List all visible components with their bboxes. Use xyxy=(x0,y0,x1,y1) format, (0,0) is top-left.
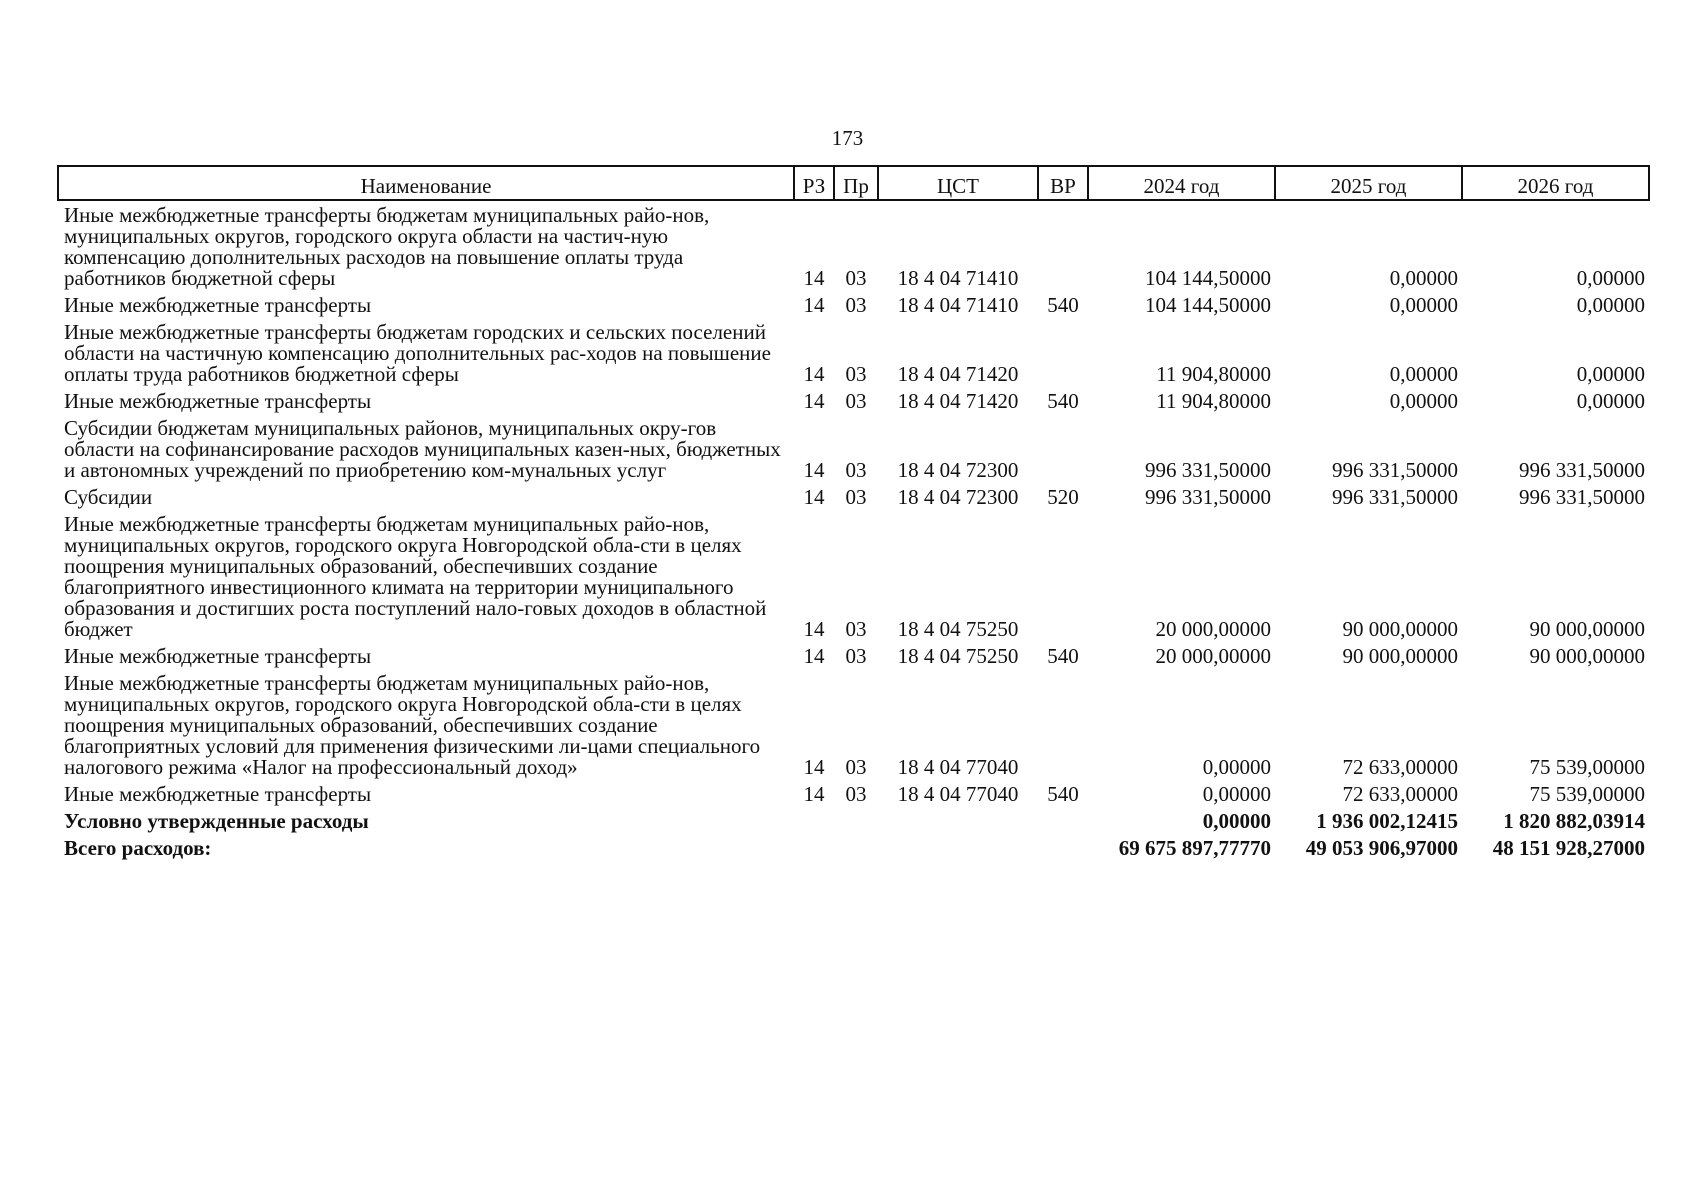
row-name: Иные межбюджетные трансферты xyxy=(64,782,372,806)
total-all-2024: 69 675 897,77770 xyxy=(1118,836,1271,860)
row-pr: 03 xyxy=(845,485,867,509)
table-row xyxy=(58,780,1649,807)
row-2024: 20 000,00000 xyxy=(1155,644,1271,668)
total-all-2026: 48 151 928,27000 xyxy=(1492,836,1645,860)
row-2024: 20 000,00000 xyxy=(1155,617,1271,641)
row-2024: 11 904,80000 xyxy=(1156,389,1271,413)
row-2026: 996 331,50000 xyxy=(1519,485,1645,509)
table-body xyxy=(58,200,1649,861)
row-pr: 03 xyxy=(845,362,867,386)
row-name: Иные межбюджетные трансферты бюджетам муниципальных райо-нов, муниципальных округов, городского округа области на частич-ную компенсацию дополнительных расходов на повышение оплаты труда работников бюджетной сферы xyxy=(64,203,710,290)
table-row xyxy=(58,669,1649,780)
row-2024: 11 904,80000 xyxy=(1156,362,1271,386)
row-cst: 18 4 04 77040 xyxy=(897,755,1019,779)
row-2025: 90 000,00000 xyxy=(1342,644,1458,668)
row-rz: 14 xyxy=(803,644,825,668)
row-vr xyxy=(1038,200,1088,291)
row-rz: 14 xyxy=(803,782,825,806)
row-name: Иные межбюджетные трансферты xyxy=(64,644,372,668)
row-cst: 18 4 04 71420 xyxy=(897,362,1019,386)
row-2025: 72 633,00000 xyxy=(1342,755,1458,779)
row-2026: 75 539,00000 xyxy=(1529,782,1645,806)
row-vr: 540 xyxy=(1047,293,1079,317)
row-name: Субсидии бюджетам муниципальных районов, муниципальных окру-гов области на софинансирование расходов муниципальных казен-ных, бюджетных и автономных учреждений по приобретению ком-мунальных услуг xyxy=(64,416,781,482)
row-2025: 0,00000 xyxy=(1389,293,1458,317)
table-row xyxy=(58,483,1649,510)
row-pr: 03 xyxy=(845,617,867,641)
budget-table xyxy=(57,165,1650,861)
row-2025: 0,00000 xyxy=(1389,389,1458,413)
row-rz: 14 xyxy=(803,266,825,290)
page-number: 173 xyxy=(831,126,864,150)
row-vr xyxy=(1038,318,1088,387)
total-conditional-name: Условно утвержденные расходы xyxy=(64,809,369,833)
row-cst: 18 4 04 72300 xyxy=(897,485,1019,509)
total-row-all xyxy=(58,834,1649,861)
table-row xyxy=(58,642,1649,669)
row-cst: 18 4 04 75250 xyxy=(897,617,1019,641)
header-name: Наименование xyxy=(58,166,794,200)
row-cst: 18 4 04 72300 xyxy=(897,458,1019,482)
table-row xyxy=(58,510,1649,642)
row-2026: 75 539,00000 xyxy=(1529,755,1645,779)
row-2024: 0,00000 xyxy=(1202,755,1271,779)
row-2024: 104 144,50000 xyxy=(1145,266,1271,290)
row-2024: 996 331,50000 xyxy=(1145,458,1271,482)
row-2026: 996 331,50000 xyxy=(1519,458,1645,482)
row-rz: 14 xyxy=(803,617,825,641)
total-conditional-2026: 1 820 882,03914 xyxy=(1503,809,1645,833)
row-2025: 996 331,50000 xyxy=(1332,458,1458,482)
row-2025: 90 000,00000 xyxy=(1342,617,1458,641)
row-name: Иные межбюджетные трансферты бюджетам муниципальных райо-нов, муниципальных округов, городского округа Новгородской обла-сти в целях поощрения муниципальных образований, обеспечивших создание благоприятных условий для применения физическими ли-цами специального налогового режима «Налог на профессиональный доход» xyxy=(64,671,761,779)
row-2024: 0,00000 xyxy=(1202,782,1271,806)
row-name: Субсидии xyxy=(64,485,153,509)
table-row xyxy=(58,291,1649,318)
row-cst: 18 4 04 71410 xyxy=(897,266,1019,290)
row-cst: 18 4 04 75250 xyxy=(897,644,1019,668)
header-2024: 2024 год xyxy=(1088,166,1275,200)
row-pr: 03 xyxy=(845,755,867,779)
header-2026: 2026 год xyxy=(1462,166,1649,200)
table-row xyxy=(58,318,1649,387)
header-vr: ВР xyxy=(1038,166,1088,200)
header-rz: РЗ xyxy=(794,166,834,200)
row-2026: 0,00000 xyxy=(1576,362,1645,386)
row-cst: 18 4 04 71410 xyxy=(897,293,1019,317)
row-rz: 14 xyxy=(803,293,825,317)
table-header xyxy=(58,166,1649,200)
header-2025: 2025 год xyxy=(1275,166,1462,200)
row-2026: 0,00000 xyxy=(1576,266,1645,290)
row-pr: 03 xyxy=(845,644,867,668)
total-conditional-2025: 1 936 002,12415 xyxy=(1316,809,1458,833)
row-cst: 18 4 04 77040 xyxy=(897,782,1019,806)
total-all-2025: 49 053 906,97000 xyxy=(1305,836,1458,860)
row-pr: 03 xyxy=(845,389,867,413)
row-pr: 03 xyxy=(845,458,867,482)
row-2025: 0,00000 xyxy=(1389,362,1458,386)
row-name: Иные межбюджетные трансферты xyxy=(64,389,372,413)
row-2024: 996 331,50000 xyxy=(1145,485,1271,509)
row-2025: 0,00000 xyxy=(1389,266,1458,290)
header-cst: ЦСТ xyxy=(878,166,1038,200)
row-vr: 520 xyxy=(1047,485,1079,509)
row-rz: 14 xyxy=(803,362,825,386)
row-pr: 03 xyxy=(845,782,867,806)
row-2025: 996 331,50000 xyxy=(1332,485,1458,509)
row-rz: 14 xyxy=(803,389,825,413)
row-vr xyxy=(1038,414,1088,483)
header-pr: Пр xyxy=(834,166,878,200)
row-rz: 14 xyxy=(803,755,825,779)
row-pr: 03 xyxy=(845,266,867,290)
row-vr: 540 xyxy=(1047,782,1079,806)
row-2024: 104 144,50000 xyxy=(1145,293,1271,317)
row-rz: 14 xyxy=(803,458,825,482)
row-name: Иные межбюджетные трансферты бюджетам муниципальных райо-нов, муниципальных округов, городского округа Новгородской обла-сти в целях поощрения муниципальных образований, обеспечивших создание благоприятного инвестиционного климата на территории муниципального образования и достигших роста поступлений нало-говых доходов в областной бюджет xyxy=(64,512,767,641)
table-row xyxy=(58,200,1649,291)
row-2026: 0,00000 xyxy=(1576,293,1645,317)
row-vr xyxy=(1038,510,1088,642)
row-2025: 72 633,00000 xyxy=(1342,782,1458,806)
row-rz: 14 xyxy=(803,485,825,509)
row-vr xyxy=(1038,669,1088,780)
total-row-conditional xyxy=(58,807,1649,834)
total-conditional-2024: 0,00000 xyxy=(1202,809,1271,833)
row-vr: 540 xyxy=(1047,644,1079,668)
row-2026: 90 000,00000 xyxy=(1529,617,1645,641)
row-vr: 540 xyxy=(1047,389,1079,413)
row-cst: 18 4 04 71420 xyxy=(897,389,1019,413)
row-name: Иные межбюджетные трансферты xyxy=(64,293,372,317)
total-all-name: Всего расходов: xyxy=(64,836,212,860)
row-2026: 0,00000 xyxy=(1576,389,1645,413)
row-name: Иные межбюджетные трансферты бюджетам городских и сельских поселений области на частичную компенсацию дополнительных рас-ходов на повышение оплаты труда работников бюджетной сферы xyxy=(64,320,771,386)
table-row xyxy=(58,414,1649,483)
row-2026: 90 000,00000 xyxy=(1529,644,1645,668)
row-pr: 03 xyxy=(845,293,867,317)
table-row xyxy=(58,387,1649,414)
